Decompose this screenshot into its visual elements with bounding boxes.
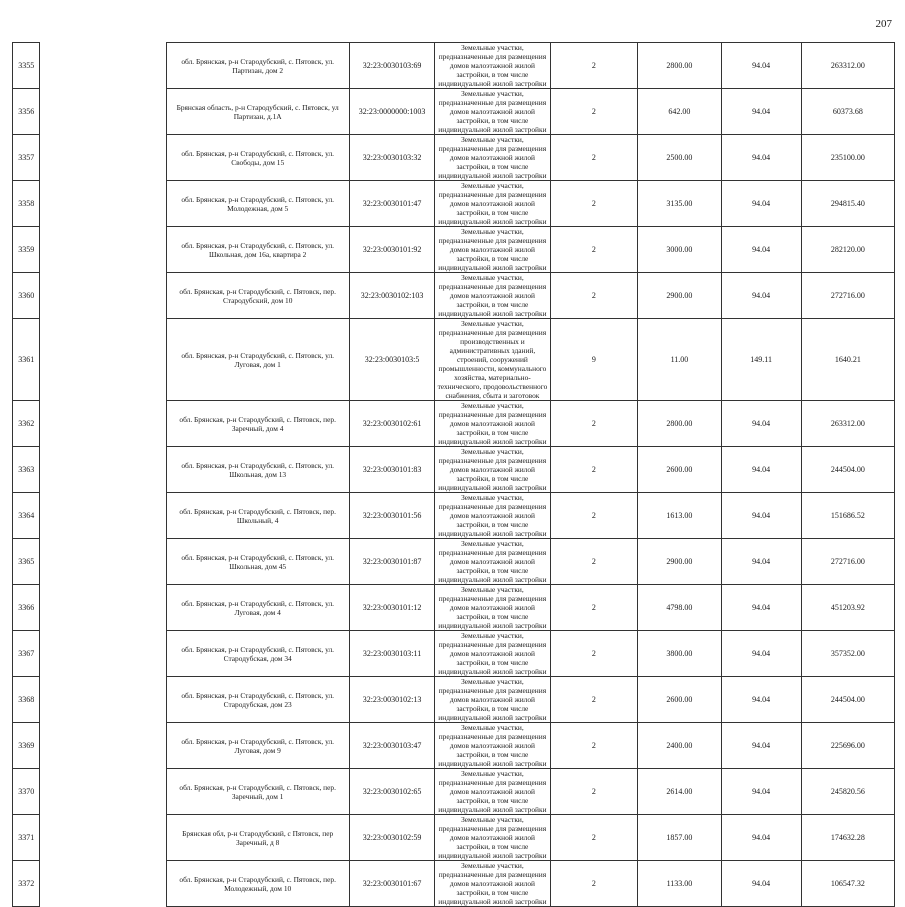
table-row — [13, 273, 895, 319]
spacer-cell — [40, 861, 166, 907]
group-cell: 2 — [550, 401, 638, 447]
table-row — [13, 493, 895, 539]
cadastral-value-cell: 106547.32 — [801, 861, 894, 907]
specific-value-cell: 94.04 — [721, 723, 801, 769]
group-cell: 2 — [550, 677, 638, 723]
group-cell: 2 — [550, 861, 638, 907]
cadastral-number-cell: 32:23:0000000:1003 — [349, 89, 435, 135]
land-use-cell: Земельные участки, предназначенные для размещения домов малоэтажной жилой застройки, в том числе индивидуальной жилой застройки — [435, 181, 550, 227]
row-number-cell: 3355 — [13, 43, 40, 89]
table-row — [13, 723, 895, 769]
table-row — [13, 769, 895, 815]
land-use-cell: Земельные участки, предназначенные для размещения домов малоэтажной жилой застройки, в том числе индивидуальной жилой застройки — [435, 273, 550, 319]
land-use-cell: Земельные участки, предназначенные для размещения домов малоэтажной жилой застройки, в том числе индивидуальной жилой застройки — [435, 401, 550, 447]
land-use-cell: Земельные участки, предназначенные для размещения домов малоэтажной жилой застройки, в том числе индивидуальной жилой застройки — [435, 135, 550, 181]
address-cell: обл. Брянская, р-н Стародубский, с. Пятовск, ул. Луговая, дом 1 — [166, 319, 349, 401]
land-use-cell: Земельные участки, предназначенные для размещения домов малоэтажной жилой застройки, в том числе индивидуальной жилой застройки — [435, 227, 550, 273]
table-row — [13, 227, 895, 273]
specific-value-cell: 94.04 — [721, 815, 801, 861]
specific-value-cell: 94.04 — [721, 585, 801, 631]
row-number-cell: 3357 — [13, 135, 40, 181]
table-row — [13, 815, 895, 861]
group-cell: 2 — [550, 815, 638, 861]
spacer-cell — [40, 89, 166, 135]
cadastral-number-cell: 32:23:0030101:87 — [349, 539, 435, 585]
cadastral-number-cell: 32:23:0030101:92 — [349, 227, 435, 273]
table-row — [13, 677, 895, 723]
spacer-cell — [40, 677, 166, 723]
group-cell: 2 — [550, 539, 638, 585]
row-number-cell: 3361 — [13, 319, 40, 401]
row-number-cell: 3363 — [13, 447, 40, 493]
cadastral-value-cell: 272716.00 — [801, 273, 894, 319]
specific-value-cell: 149.11 — [721, 319, 801, 401]
area-cell: 4798.00 — [638, 585, 721, 631]
table-body — [13, 43, 895, 907]
specific-value-cell: 94.04 — [721, 539, 801, 585]
row-number-cell: 3367 — [13, 631, 40, 677]
area-cell: 2600.00 — [638, 677, 721, 723]
spacer-cell — [40, 585, 166, 631]
land-use-cell: Земельные участки, предназначенные для размещения домов малоэтажной жилой застройки, в том числе индивидуальной жилой застройки — [435, 631, 550, 677]
land-use-cell: Земельные участки, предназначенные для размещения домов малоэтажной жилой застройки, в том числе индивидуальной жилой застройки — [435, 677, 550, 723]
address-cell: Брянская обл, р-н Стародубский, с Пятовск, пер Заречный, д 8 — [166, 815, 349, 861]
spacer-cell — [40, 493, 166, 539]
address-cell: обл. Брянская, р-н Стародубский, с. Пятовск, ул. Луговая, дом 9 — [166, 723, 349, 769]
address-cell: обл. Брянская, р-н Стародубский, с. Пятовск, ул. Школьная, дом 13 — [166, 447, 349, 493]
land-use-cell: Земельные участки, предназначенные для размещения домов малоэтажной жилой застройки, в том числе индивидуальной жилой застройки — [435, 539, 550, 585]
table-row — [13, 319, 895, 401]
spacer-cell — [40, 43, 166, 89]
cadastral-value-cell: 357352.00 — [801, 631, 894, 677]
address-cell: обл. Брянская, р-н Стародубский, с. Пятовск, пер. Школьный, 4 — [166, 493, 349, 539]
group-cell: 2 — [550, 585, 638, 631]
specific-value-cell: 94.04 — [721, 769, 801, 815]
row-number-cell: 3369 — [13, 723, 40, 769]
row-number-cell: 3370 — [13, 769, 40, 815]
land-use-cell: Земельные участки, предназначенные для размещения домов малоэтажной жилой застройки, в том числе индивидуальной жилой застройки — [435, 43, 550, 89]
area-cell: 3135.00 — [638, 181, 721, 227]
cadastral-value-cell: 1640.21 — [801, 319, 894, 401]
page-number: 207 — [875, 18, 892, 30]
spacer-cell — [40, 447, 166, 493]
cadastral-value-cell: 151686.52 — [801, 493, 894, 539]
cadastral-value-cell: 60373.68 — [801, 89, 894, 135]
row-number-cell: 3362 — [13, 401, 40, 447]
table-row — [13, 631, 895, 677]
group-cell: 2 — [550, 493, 638, 539]
land-use-cell: Земельные участки, предназначенные для размещения домов малоэтажной жилой застройки, в том числе индивидуальной жилой застройки — [435, 723, 550, 769]
area-cell: 1857.00 — [638, 815, 721, 861]
cadastral-value-cell: 282120.00 — [801, 227, 894, 273]
row-number-cell: 3359 — [13, 227, 40, 273]
land-use-cell: Земельные участки, предназначенные для размещения домов малоэтажной жилой застройки, в том числе индивидуальной жилой застройки — [435, 815, 550, 861]
row-number-cell: 3365 — [13, 539, 40, 585]
row-number-cell: 3368 — [13, 677, 40, 723]
area-cell: 642.00 — [638, 89, 721, 135]
area-cell: 2800.00 — [638, 401, 721, 447]
land-use-cell: Земельные участки, предназначенные для размещения домов малоэтажной жилой застройки, в том числе индивидуальной жилой застройки — [435, 585, 550, 631]
spacer-cell — [40, 227, 166, 273]
table-row — [13, 181, 895, 227]
specific-value-cell: 94.04 — [721, 43, 801, 89]
address-cell: Брянская область, р-н Стародубский, с. Пятовск, ул Партизан, д.1А — [166, 89, 349, 135]
group-cell: 2 — [550, 769, 638, 815]
row-number-cell: 3364 — [13, 493, 40, 539]
cadastral-number-cell: 32:23:0030102:61 — [349, 401, 435, 447]
cadastral-number-cell: 32:23:0030103:32 — [349, 135, 435, 181]
group-cell: 2 — [550, 273, 638, 319]
table-row — [13, 585, 895, 631]
cadastral-value-cell: 272716.00 — [801, 539, 894, 585]
cadastral-number-cell: 32:23:0030103:5 — [349, 319, 435, 401]
address-cell: обл. Брянская, р-н Стародубский, с. Пятовск, пер. Стародубский, дом 10 — [166, 273, 349, 319]
row-number-cell: 3372 — [13, 861, 40, 907]
cadastral-number-cell: 32:23:0030102:59 — [349, 815, 435, 861]
land-use-cell: Земельные участки, предназначенные для размещения домов малоэтажной жилой застройки, в том числе индивидуальной жилой застройки — [435, 769, 550, 815]
cadastral-number-cell: 32:23:0030103:11 — [349, 631, 435, 677]
table-row — [13, 401, 895, 447]
area-cell: 1613.00 — [638, 493, 721, 539]
spacer-cell — [40, 135, 166, 181]
cadastral-number-cell: 32:23:0030102:103 — [349, 273, 435, 319]
area-cell: 2600.00 — [638, 447, 721, 493]
specific-value-cell: 94.04 — [721, 493, 801, 539]
cadastral-number-cell: 32:23:0030101:47 — [349, 181, 435, 227]
group-cell: 9 — [550, 319, 638, 401]
area-cell: 3000.00 — [638, 227, 721, 273]
cadastral-number-cell: 32:23:0030101:83 — [349, 447, 435, 493]
land-use-cell: Земельные участки, предназначенные для размещения домов малоэтажной жилой застройки, в том числе индивидуальной жилой застройки — [435, 89, 550, 135]
group-cell: 2 — [550, 227, 638, 273]
address-cell: обл. Брянская, р-н Стародубский, с. Пятовск, ул. Партизан, дом 2 — [166, 43, 349, 89]
address-cell: обл. Брянская, р-н Стародубский, с. Пятовск, ул. Луговая, дом 4 — [166, 585, 349, 631]
cadastral-value-cell: 235100.00 — [801, 135, 894, 181]
area-cell: 2900.00 — [638, 539, 721, 585]
cadastral-value-cell: 244504.00 — [801, 447, 894, 493]
specific-value-cell: 94.04 — [721, 861, 801, 907]
address-cell: обл. Брянская, р-н Стародубский, с. Пятовск, пер. Заречный, дом 4 — [166, 401, 349, 447]
table-row — [13, 447, 895, 493]
row-number-cell: 3366 — [13, 585, 40, 631]
cadastral-value-cell: 263312.00 — [801, 401, 894, 447]
spacer-cell — [40, 539, 166, 585]
spacer-cell — [40, 319, 166, 401]
cadastral-value-cell: 244504.00 — [801, 677, 894, 723]
group-cell: 2 — [550, 43, 638, 89]
specific-value-cell: 94.04 — [721, 135, 801, 181]
land-use-cell: Земельные участки, предназначенные для размещения домов малоэтажной жилой застройки, в том числе индивидуальной жилой застройки — [435, 861, 550, 907]
row-number-cell: 3358 — [13, 181, 40, 227]
land-use-cell: Земельные участки, предназначенные для размещения домов малоэтажной жилой застройки, в том числе индивидуальной жилой застройки — [435, 493, 550, 539]
cadastral-value-cell: 451203.92 — [801, 585, 894, 631]
spacer-cell — [40, 401, 166, 447]
group-cell: 2 — [550, 723, 638, 769]
spacer-cell — [40, 769, 166, 815]
cadastral-number-cell: 32:23:0030101:67 — [349, 861, 435, 907]
land-use-cell: Земельные участки, предназначенные для размещения производственных и административных зданий, строений, сооружений промышленности, коммунального хозяйства, материально-технического, продовольственного снабжения, сбыта и заготовок — [435, 319, 550, 401]
table-row — [13, 861, 895, 907]
specific-value-cell: 94.04 — [721, 181, 801, 227]
cadastral-number-cell: 32:23:0030103:47 — [349, 723, 435, 769]
cadastral-value-cell: 245820.56 — [801, 769, 894, 815]
row-number-cell: 3360 — [13, 273, 40, 319]
address-cell: обл. Брянская, р-н Стародубский, с. Пятовск, ул. Стародубская, дом 23 — [166, 677, 349, 723]
cadastral-number-cell: 32:23:0030103:69 — [349, 43, 435, 89]
cadastral-number-cell: 32:23:0030102:65 — [349, 769, 435, 815]
area-cell: 2800.00 — [638, 43, 721, 89]
address-cell: обл. Брянская, р-н Стародубский, с. Пятовск, ул. Молодежная, дом 5 — [166, 181, 349, 227]
specific-value-cell: 94.04 — [721, 401, 801, 447]
address-cell: обл. Брянская, р-н Стародубский, с. Пятовск, пер. Молодежный, дом 10 — [166, 861, 349, 907]
address-cell: обл. Брянская, р-н Стародубский, с. Пятовск, ул. Свободы, дом 15 — [166, 135, 349, 181]
cadastral-value-cell: 294815.40 — [801, 181, 894, 227]
spacer-cell — [40, 181, 166, 227]
specific-value-cell: 94.04 — [721, 677, 801, 723]
cadastral-value-cell: 225696.00 — [801, 723, 894, 769]
specific-value-cell: 94.04 — [721, 631, 801, 677]
table-row — [13, 135, 895, 181]
specific-value-cell: 94.04 — [721, 89, 801, 135]
area-cell: 2500.00 — [638, 135, 721, 181]
group-cell: 2 — [550, 135, 638, 181]
area-cell: 1133.00 — [638, 861, 721, 907]
group-cell: 2 — [550, 447, 638, 493]
specific-value-cell: 94.04 — [721, 447, 801, 493]
spacer-cell — [40, 631, 166, 677]
address-cell: обл. Брянская, р-н Стародубский, с. Пятовск, ул. Школьная, дом 16а, квартира 2 — [166, 227, 349, 273]
row-number-cell: 3371 — [13, 815, 40, 861]
cadastral-value-cell: 263312.00 — [801, 43, 894, 89]
specific-value-cell: 94.04 — [721, 273, 801, 319]
area-cell: 2900.00 — [638, 273, 721, 319]
cadastral-value-table — [12, 42, 895, 907]
cadastral-number-cell: 32:23:0030102:13 — [349, 677, 435, 723]
area-cell: 2400.00 — [638, 723, 721, 769]
cadastral-value-cell: 174632.28 — [801, 815, 894, 861]
group-cell: 2 — [550, 181, 638, 227]
area-cell: 2614.00 — [638, 769, 721, 815]
area-cell: 3800.00 — [638, 631, 721, 677]
spacer-cell — [40, 273, 166, 319]
address-cell: обл. Брянская, р-н Стародубский, с. Пятовск, ул. Школьная, дом 45 — [166, 539, 349, 585]
cadastral-number-cell: 32:23:0030101:56 — [349, 493, 435, 539]
cadastral-number-cell: 32:23:0030101:12 — [349, 585, 435, 631]
address-cell: обл. Брянская, р-н Стародубский, с. Пятовск, пер. Заречный, дом 1 — [166, 769, 349, 815]
group-cell: 2 — [550, 89, 638, 135]
address-cell: обл. Брянская, р-н Стародубский, с. Пятовск, ул. Стародубская, дом 34 — [166, 631, 349, 677]
row-number-cell: 3356 — [13, 89, 40, 135]
specific-value-cell: 94.04 — [721, 227, 801, 273]
group-cell: 2 — [550, 631, 638, 677]
spacer-cell — [40, 723, 166, 769]
area-cell: 11.00 — [638, 319, 721, 401]
table-row — [13, 539, 895, 585]
spacer-cell — [40, 815, 166, 861]
land-use-cell: Земельные участки, предназначенные для размещения домов малоэтажной жилой застройки, в том числе индивидуальной жилой застройки — [435, 447, 550, 493]
table-row — [13, 89, 895, 135]
table-row — [13, 43, 895, 89]
